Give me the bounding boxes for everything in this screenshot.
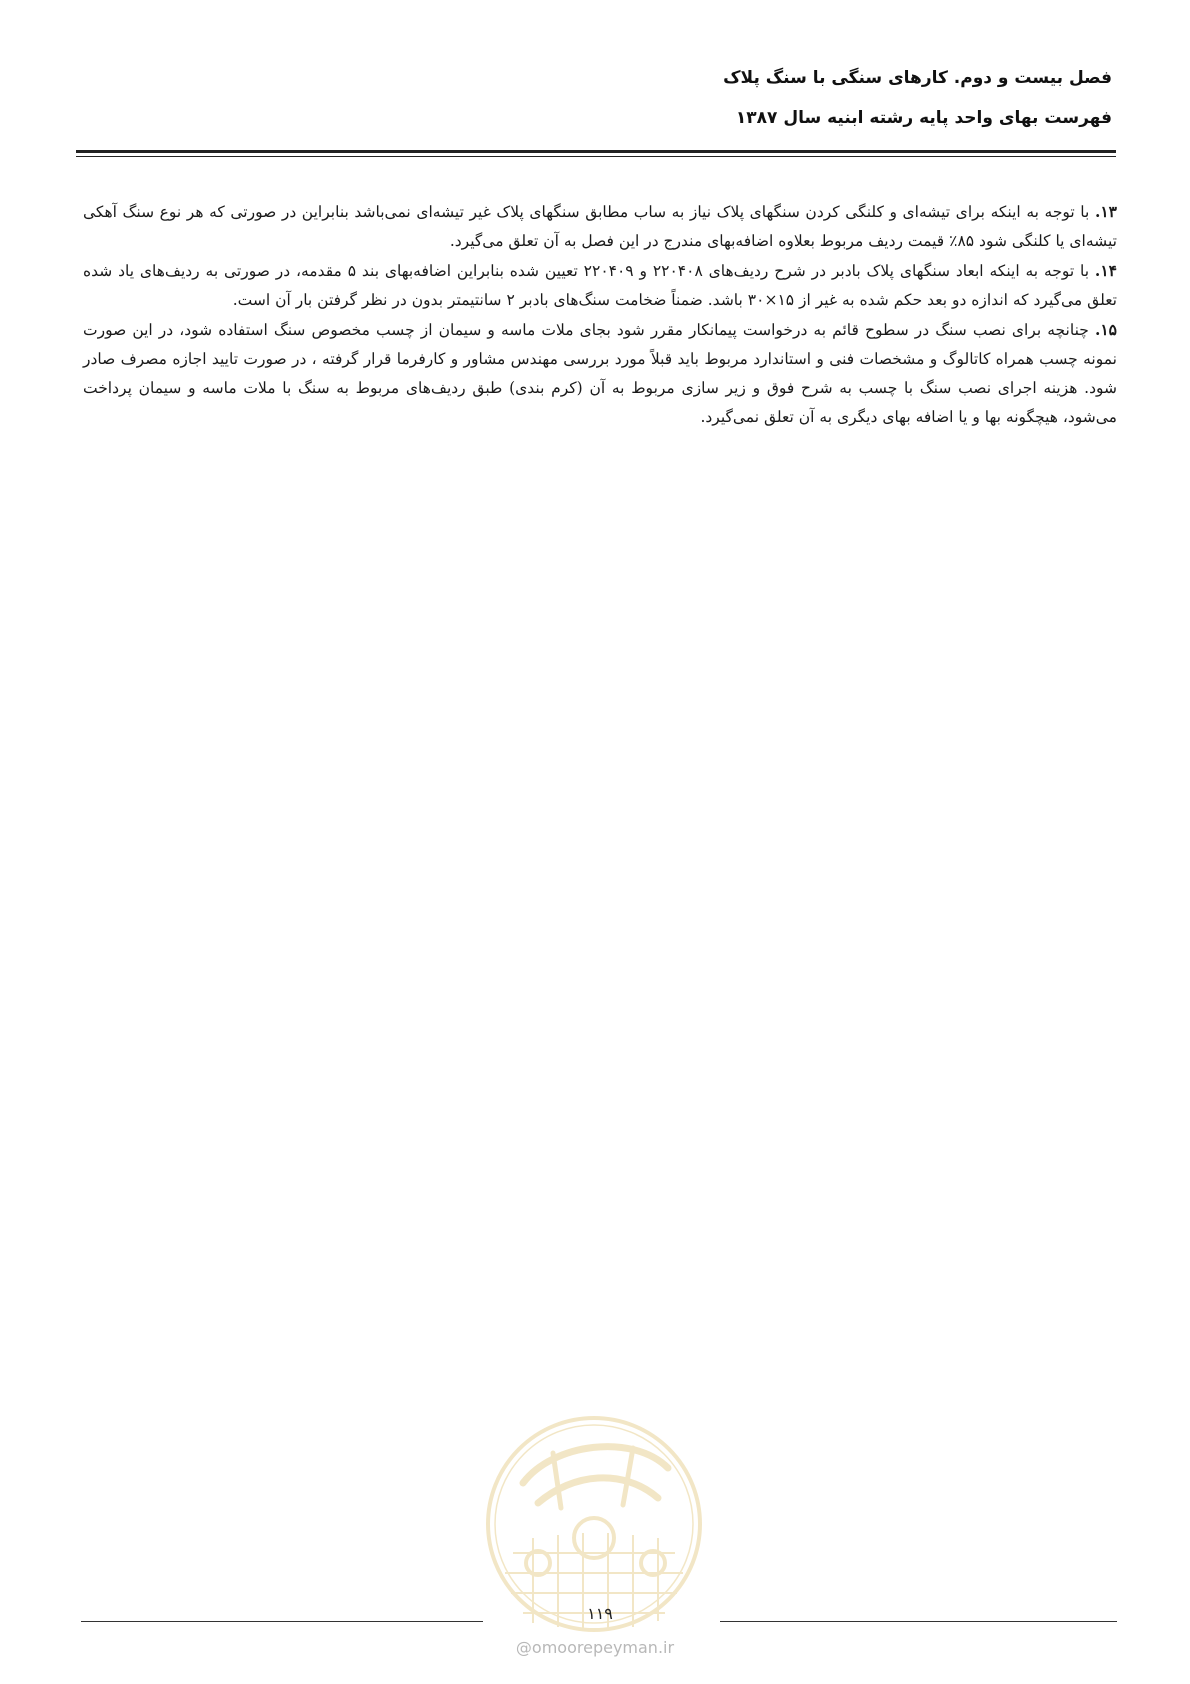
paragraph-14 [83,256,1117,315]
paragraph-number: ۱۴. [1094,261,1117,280]
paragraph-text: چنانچه برای نصب سنگ در سطوح قائم به درخواست پیمانکار مقرر شود بجای ملات ماسه و سیمان از چسب مخصوص سنگ استفاده شود، در این صورت نمونه چسب همراه کاتالوگ و مشخصات فنی و استاندارد مربوط باید قبلاً مورد بررسی مهندس مشاور و کارفرما قرار گرفته ، در صورت تایید اجازه مصرف صادر شود. هزینه اجرای نصب سنگ با چسب به شرح فوق و زیر سازی مربوط به آن (کرم بندی) طبق ردیف‌های مربوط به سنگ با ملات ماسه و سیمان پرداخت می‌شود، هیچگونه بها و یا اضافه بهای دیگری به آن تعلق نمی‌گیرد. [83,321,1117,426]
site-watermark-text: @omoorepeyman.ir [515,1638,675,1657]
price-list-title: فهرست بهای واحد پایه رشته ابنیه سال ۱۳۸۷ [735,108,1112,128]
paragraph-13 [83,197,1117,256]
chapter-title: فصل بیست و دوم. کارهای سنگی با سنگ پلاک [723,68,1112,88]
paragraph-text: با توجه به اینکه برای تیشه‌ای و کلنگی کردن سنگهای پلاک نیاز به ساب مطابق سنگهای پلاک غیر تیشه‌ای نمی‌باشد بنابراین در صورتی که هر نوع سنگ آهکی تیشه‌ای یا کلنگی شود ۸۵٪ قیمت ردیف مربوط بعلاوه اضافه‌بهای مندرج در این فصل به آن تعلق می‌گیرد. [83,203,1117,250]
paragraph-number: ۱۳. [1094,202,1118,221]
paragraph-text: با توجه به اینکه ابعاد سنگهای پلاک بادبر در شرح ردیف‌های ۲۲۰۴۰۸ و ۲۲۰۴۰۹ تعیین شده بنابراین اضافه‌بهای بند ۵ مقدمه، در صورتی به ردیف‌های یاد شده تعلق می‌گیرد که اندازه دو بعد حکم شده به غیر از ۱۵×۳۰ باشد. ضمناً ضخامت سنگ‌های بادبر ۲ سانتیمتر بدون در نظر گرفتن بار آن است. [83,262,1117,309]
body-text [83,197,1117,432]
page-header [72,58,1112,138]
paragraph-15 [83,315,1117,432]
paragraph-number: ۱۵. [1094,320,1117,339]
footer-rule-right [720,1621,1117,1622]
watermark-logo-icon [483,1413,705,1635]
header-divider-thin [76,156,1116,157]
page-number: ۱۱۹ [587,1604,613,1623]
footer-rule-left [81,1621,483,1622]
header-divider-thick [76,150,1116,153]
